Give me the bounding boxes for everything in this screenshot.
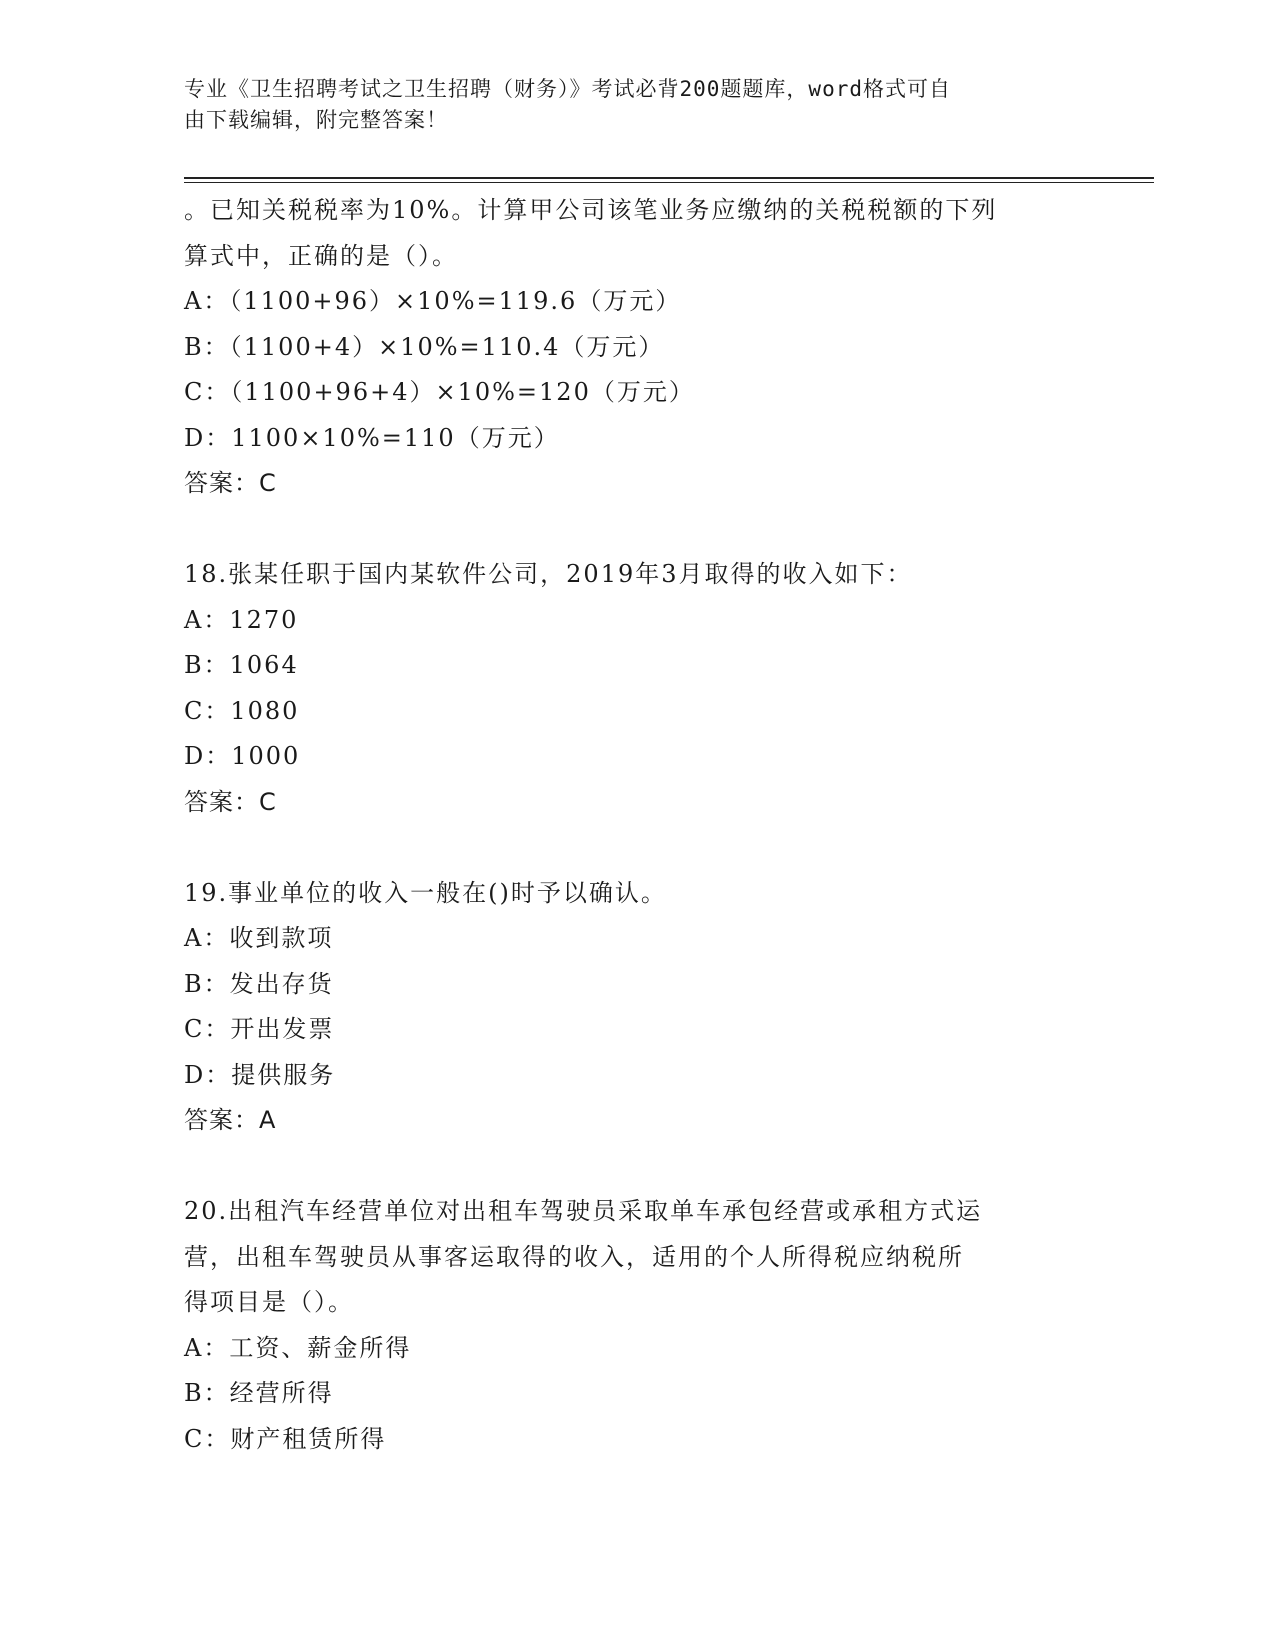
spacer <box>184 507 1084 553</box>
answer-line: 答案：C <box>184 787 277 816</box>
option-a: A：收到款项 <box>184 924 334 952</box>
option-a: A：（1100+96）×10%=119.6（万元） <box>184 287 682 315</box>
option-d: D：1000 <box>184 742 301 770</box>
option-c: C：（1100+96+4）×10%=120（万元） <box>184 378 695 406</box>
answer-line: 答案：A <box>184 1106 277 1134</box>
spacer <box>184 1144 1084 1190</box>
question-stem: 。已知关税税率为10%。计算甲公司该笔业务应缴纳的关税税额的下列 <box>184 196 998 224</box>
header-line-2: 由下载编辑，附完整答案！ <box>184 108 448 132</box>
answer-line: 答案：C <box>184 469 277 497</box>
header-line-1: 专业《卫生招聘考试之卫生招聘（财务）》考试必背200题题库，word格式可自 <box>184 77 951 101</box>
question-stem: 19.事业单位的收入一般在()时予以确认。 <box>184 878 667 907</box>
header-rule-thick <box>184 177 1154 179</box>
header-rule-thin <box>184 182 1154 183</box>
question-stem: 20.出租汽车经营单位对出租车驾驶员采取单车承包经营或承租方式运 <box>184 1197 983 1225</box>
option-a: A：1270 <box>184 605 299 634</box>
option-b: B：经营所得 <box>184 1379 334 1407</box>
option-b: B：（1100+4）×10%=110.4（万元） <box>184 332 665 361</box>
option-c: C：1080 <box>184 696 300 725</box>
document-body <box>184 188 1084 1462</box>
question-18 <box>184 552 1084 825</box>
option-d: D：1100×10%=110（万元） <box>184 423 560 452</box>
document-header <box>184 74 1064 136</box>
option-a: A：工资、薪金所得 <box>184 1333 412 1362</box>
spacer <box>184 825 1084 871</box>
question-17 <box>184 188 1084 507</box>
option-d: D：提供服务 <box>184 1060 336 1089</box>
option-b: B：发出存货 <box>184 969 334 998</box>
option-c: C：财产租赁所得 <box>184 1424 387 1453</box>
question-stem: 算式中，正确的是（）。 <box>184 241 458 270</box>
question-20 <box>184 1189 1084 1462</box>
question-stem: 18.张某任职于国内某软件公司，2019年3月取得的收入如下： <box>184 560 913 588</box>
option-c: C：开出发票 <box>184 1015 335 1043</box>
option-b: B：1064 <box>184 651 299 679</box>
question-19 <box>184 871 1084 1144</box>
question-stem: 得项目是（）。 <box>184 1288 354 1316</box>
question-stem: 营，出租车驾驶员从事客运取得的收入，适用的个人所得税应纳税所 <box>184 1242 964 1271</box>
